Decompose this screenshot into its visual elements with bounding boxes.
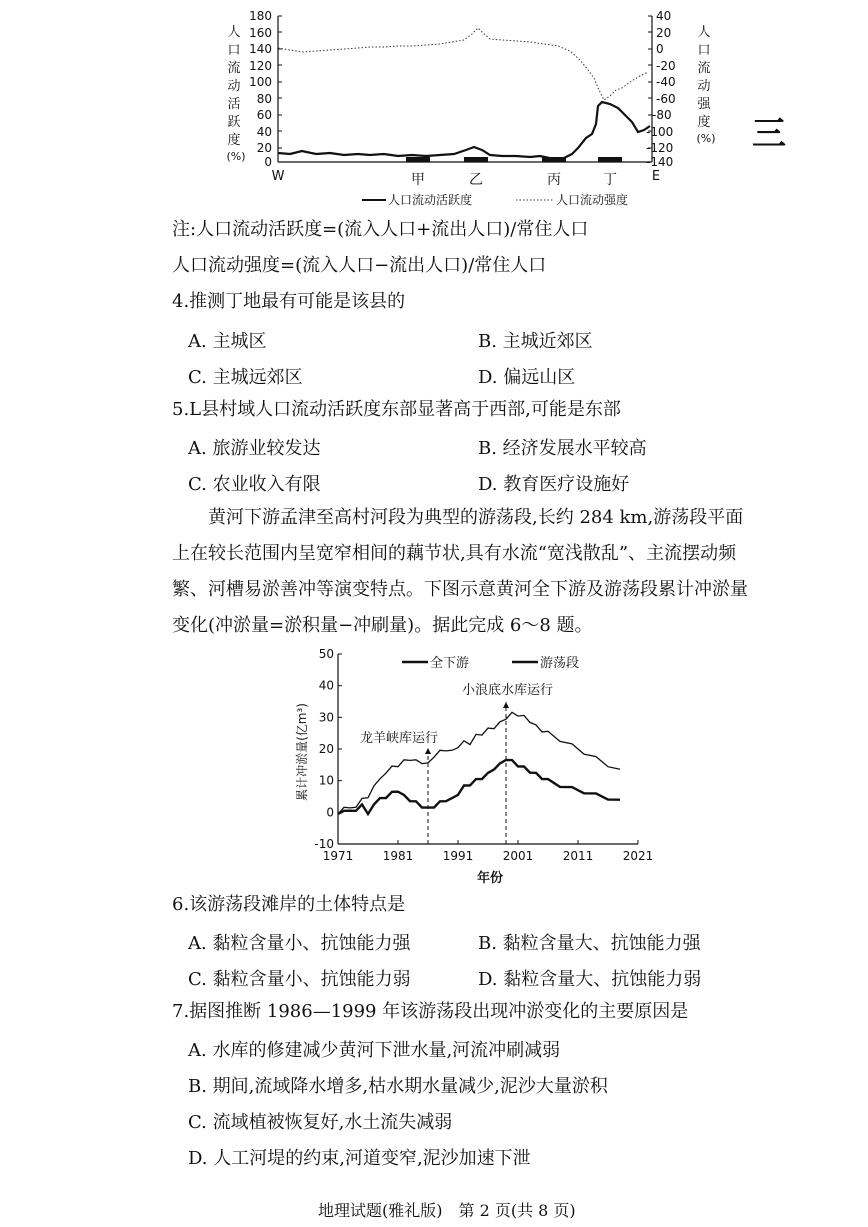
right-label-char: 度 xyxy=(697,115,711,130)
q4-option-b[interactable]: B. 主城近郊区 xyxy=(478,331,593,352)
location-markers xyxy=(406,157,622,162)
right-tick: -140 xyxy=(646,155,674,169)
q5-option-d[interactable]: D. 教育医疗设施好 xyxy=(478,474,630,495)
right-label-char: 口 xyxy=(697,43,711,58)
question-5-stem: 5.L县村域人口流动活跃度东部显著高于西部,可能是东部 xyxy=(172,399,621,420)
left-label-char: 人 xyxy=(227,25,241,40)
annotation-arrow xyxy=(425,748,431,754)
left-axis-label xyxy=(226,25,245,163)
right-axis-label-col xyxy=(684,4,720,154)
left-tick: 40 xyxy=(256,125,272,139)
question-6-stem: 6.该游荡段滩岸的土体特点是 xyxy=(172,894,406,915)
flow-intensity-line xyxy=(278,28,648,100)
right-label-char: (%) xyxy=(696,132,716,145)
right-label-char: 人 xyxy=(697,25,711,40)
x-tick-label: 2021 xyxy=(622,849,654,863)
q6-option-b[interactable]: B. 黏粒含量大、抗蚀能力强 xyxy=(478,933,701,954)
right-tick: -100 xyxy=(646,125,674,139)
right-label-char: 流 xyxy=(697,61,711,76)
right-label-char: 强 xyxy=(697,97,711,112)
right-tick: -80 xyxy=(652,108,672,122)
legend-label: 人口流动活跃度 xyxy=(388,193,473,207)
left-tick: 80 xyxy=(256,92,272,106)
left-ticks xyxy=(249,9,272,169)
y-tick-label: -10 xyxy=(314,837,334,851)
x-tick-label: 2011 xyxy=(562,849,594,863)
q6-option-c[interactable]: C. 黏粒含量小、抗蚀能力弱 xyxy=(188,969,411,990)
passage-line: 繁、河槽易淤善冲等演变特点。下图示意黄河全下游及游荡段累计冲淤量 xyxy=(172,579,748,600)
right-tick: -40 xyxy=(656,75,676,89)
q7-option-a[interactable]: A. 水库的修建减少黄河下泄水量,河流冲刷减弱 xyxy=(188,1040,561,1061)
x-tick-label: 1991 xyxy=(442,849,474,863)
q5-option-c[interactable]: C. 农业收入有限 xyxy=(188,474,321,495)
page-footer: 地理试题(雅礼版) 第 2 页(共 8 页) xyxy=(318,1201,576,1220)
y-tick-label: 20 xyxy=(318,742,334,756)
location-bar xyxy=(406,157,430,162)
right-tick: 40 xyxy=(656,9,672,23)
chart2-legend xyxy=(402,656,579,671)
left-tick: 100 xyxy=(249,75,272,89)
q5-option-a[interactable]: A. 旅游业较发达 xyxy=(188,438,321,459)
left-label-char: 动 xyxy=(227,79,241,94)
left-tick: 0 xyxy=(264,155,272,169)
right-tick: 0 xyxy=(656,42,664,56)
left-label-char: (%) xyxy=(226,150,246,163)
q5-option-b[interactable]: B. 经济发展水平较高 xyxy=(478,438,647,459)
left-tick: 120 xyxy=(249,59,272,73)
right-tick: 20 xyxy=(656,26,672,40)
note-line-1: 注:人口流动活跃度=(流入人口+流出人口)/常住人口 xyxy=(172,219,589,240)
y-tick-label: 40 xyxy=(318,678,334,693)
place-label: 丙 xyxy=(547,172,561,188)
q7-option-d[interactable]: D. 人工河堤的约束,河道变窄,泥沙加速下泄 xyxy=(188,1148,531,1169)
y-tick-label: 10 xyxy=(318,773,334,788)
y-tick-label: 30 xyxy=(318,710,334,725)
right-tick: -20 xyxy=(656,59,676,73)
left-tick: 180 xyxy=(249,9,272,23)
q4-option-c[interactable]: C. 主城远郊区 xyxy=(188,367,303,388)
x-end-label: E xyxy=(651,169,661,184)
flow-activity-line xyxy=(278,102,650,159)
x-tick-label: 1981 xyxy=(382,849,414,863)
left-label-char: 度 xyxy=(227,133,241,148)
legend-label: 全下游 xyxy=(430,656,470,671)
right-ticks xyxy=(646,9,676,169)
note-line-2: 人口流动强度=(流入人口−流出人口)/常住人口 xyxy=(172,255,547,276)
q6-option-a[interactable]: A. 黏粒含量小、抗蚀能力强 xyxy=(188,933,411,954)
place-label: 乙 xyxy=(469,172,483,188)
x-tick-label: 1971 xyxy=(322,849,354,863)
question-7-stem: 7.据图推断 1986—1999 年该游荡段出现冲淤变化的主要原因是 xyxy=(172,1001,689,1022)
passage-line: 变化(冲淤量=淤积量−冲刷量)。据此完成 6～8 题。 xyxy=(172,615,593,636)
q4-option-d[interactable]: D. 偏远山区 xyxy=(478,367,576,388)
annotation-arrow xyxy=(503,702,509,708)
q6-option-d[interactable]: D. 黏粒含量大、抗蚀能力弱 xyxy=(478,969,702,990)
y-axis-label: 累计冲淤量(亿m³) xyxy=(295,703,309,801)
wandering-section-line xyxy=(338,760,620,814)
left-label-char: 流 xyxy=(227,61,241,76)
y-tick-label: 50 xyxy=(318,647,334,661)
location-bar xyxy=(542,157,566,162)
population-flow-chart xyxy=(220,4,680,210)
passage-line: 上在较长范围内呈宽窄相间的藕节状,具有水流“宽浅散乱”、主流摆动频 xyxy=(172,543,737,564)
legend-label: 人口流动强度 xyxy=(556,193,629,207)
location-bar xyxy=(464,157,488,162)
left-label-char: 跃 xyxy=(227,115,241,130)
legend-label: 游荡段 xyxy=(540,656,580,671)
passage xyxy=(172,500,812,644)
right-tick: -120 xyxy=(646,141,674,155)
left-tick: 160 xyxy=(249,26,272,40)
annotation-xiaolangdi: 小浪底水库运行 xyxy=(462,683,554,698)
left-tick: 140 xyxy=(249,42,272,56)
annotation-longyangxia: 龙羊峡库运行 xyxy=(360,731,439,746)
q4-option-a[interactable]: A. 主城区 xyxy=(188,331,267,352)
x-axis-label: 年份 xyxy=(476,871,504,886)
place-label: 丁 xyxy=(603,172,617,188)
right-tick: -60 xyxy=(656,92,676,106)
question-4-stem: 4.推测丁地最有可能是该县的 xyxy=(172,291,406,312)
q7-option-b[interactable]: B. 期间,流域降水增多,枯水期水量减少,泥沙大量淤积 xyxy=(188,1076,608,1097)
q7-option-c[interactable]: C. 流域植被恢复好,水土流失减弱 xyxy=(188,1112,453,1133)
chart1-legend xyxy=(362,192,628,207)
left-tick: 60 xyxy=(256,108,272,122)
left-label-char: 活 xyxy=(227,97,241,112)
x-tick-label: 2001 xyxy=(502,849,534,863)
right-label-char: 动 xyxy=(697,79,711,94)
location-bar xyxy=(598,157,622,162)
left-tick: 20 xyxy=(256,141,272,155)
place-label: 甲 xyxy=(411,172,425,188)
y-tick-label: 0 xyxy=(326,805,334,820)
left-label-char: 口 xyxy=(227,43,241,58)
x-start-label: W xyxy=(271,169,285,184)
passage-line: 黄河下游孟津至高村河段为典型的游荡段,长约 284 km,游荡段平面 xyxy=(172,507,744,528)
side-mark: 三 xyxy=(752,114,786,154)
sediment-chart xyxy=(290,642,660,890)
